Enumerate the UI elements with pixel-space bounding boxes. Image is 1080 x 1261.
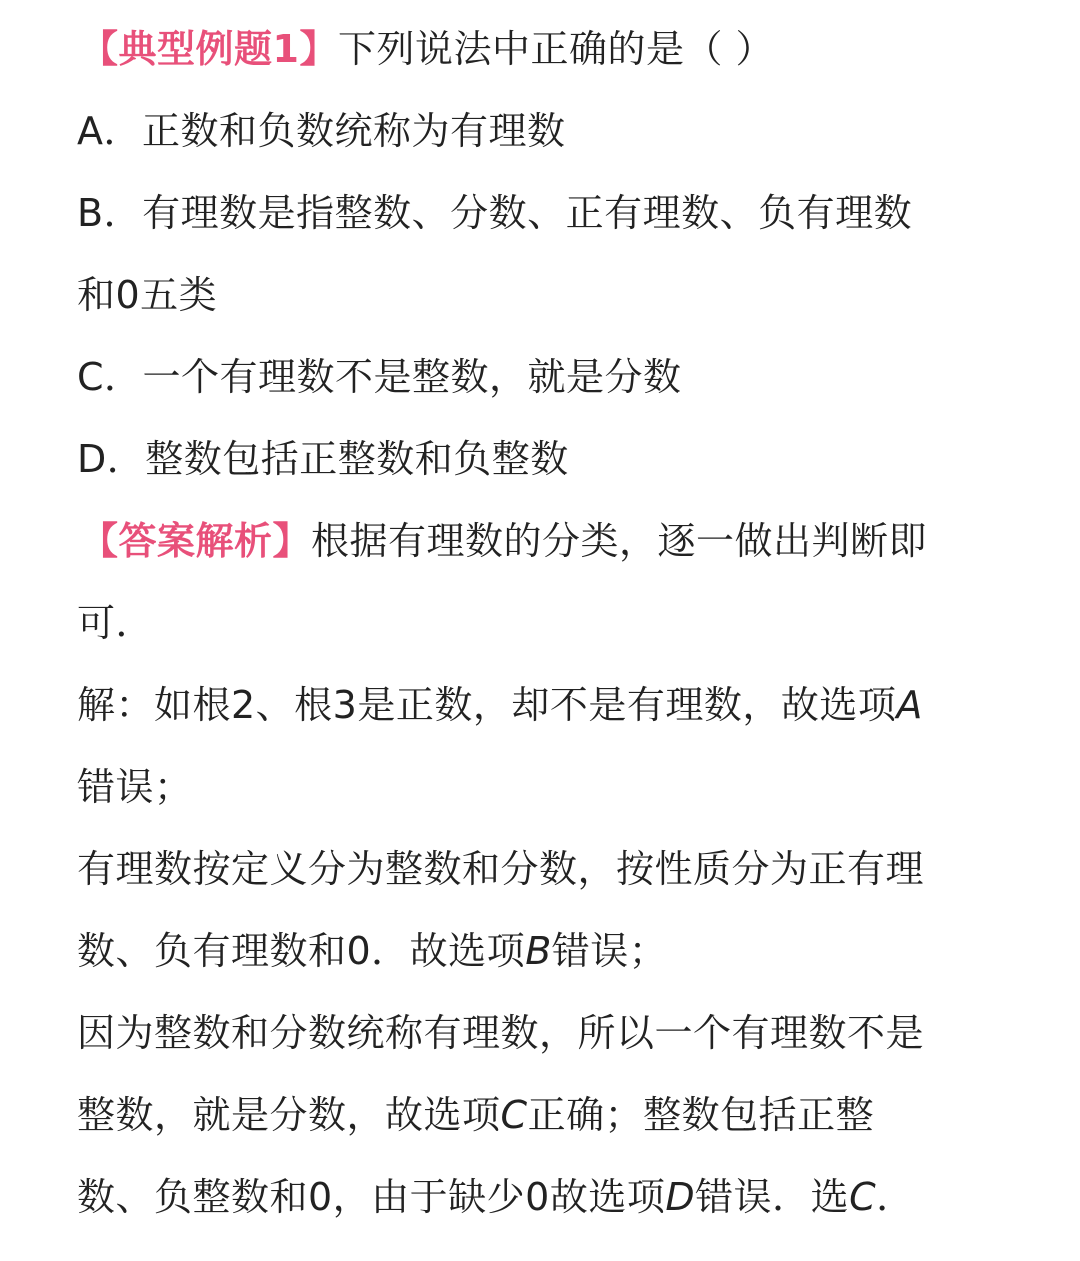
solution-line-3: 有理数按定义分为整数和分数，按性质分为正有理 (77, 847, 925, 891)
solution-line-4-text: 数、负有理数和0．故选项 (77, 929, 526, 973)
solution-line-6-text: 整数，就是分数，故选项 (77, 1093, 501, 1137)
solution-line-7-end: ． (876, 1175, 915, 1219)
option-d: D．整数包括正整数和负整数 (77, 437, 569, 481)
solution-line-7 (77, 1172, 1007, 1222)
question-line (80, 24, 1010, 74)
question-tag: 【典型例题1】 (80, 27, 338, 71)
solution-line-6 (77, 1090, 1007, 1140)
option-b-line1: B．有理数是指整数、分数、正有理数、负有理数 (77, 191, 913, 235)
solution-line-1-text: 解：如根2、根3是正数，却不是有理数，故选项 (77, 683, 897, 727)
final-answer: C (849, 1175, 877, 1219)
solution-line-6-end: 正确；整数包括正整 (527, 1093, 875, 1137)
option-c: C．一个有理数不是整数，就是分数 (77, 355, 682, 399)
solution-line-1 (77, 680, 1007, 730)
option-letter-c: C (500, 1093, 528, 1137)
option-a: A．正数和负数统称为有理数 (77, 109, 566, 153)
solution-line-5: 因为整数和分数统称有理数，所以一个有理数不是 (77, 1011, 925, 1055)
analysis-tag: 【答案解析】 (80, 519, 312, 563)
question-stem: 下列说法中正确的是（ ） (337, 27, 775, 71)
option-letter-b: B (525, 929, 552, 973)
analysis-line1 (80, 516, 1010, 566)
option-b-line2: 和0五类 (77, 273, 218, 317)
solution-line-4 (77, 926, 1007, 976)
solution-line-2: 错误； (77, 765, 193, 809)
option-letter-a: A (896, 683, 923, 727)
solution-line-7-mid: 错误．选 (695, 1175, 850, 1219)
analysis-intro-1: 根据有理数的分类，逐一做出判断即 (311, 519, 928, 563)
option-letter-d: D (665, 1175, 696, 1219)
analysis-intro-2: 可． (77, 601, 155, 645)
solution-line-7-text: 数、负整数和0，由于缺少0故选项 (77, 1175, 666, 1219)
solution-line-4-end: 错误； (551, 929, 668, 973)
